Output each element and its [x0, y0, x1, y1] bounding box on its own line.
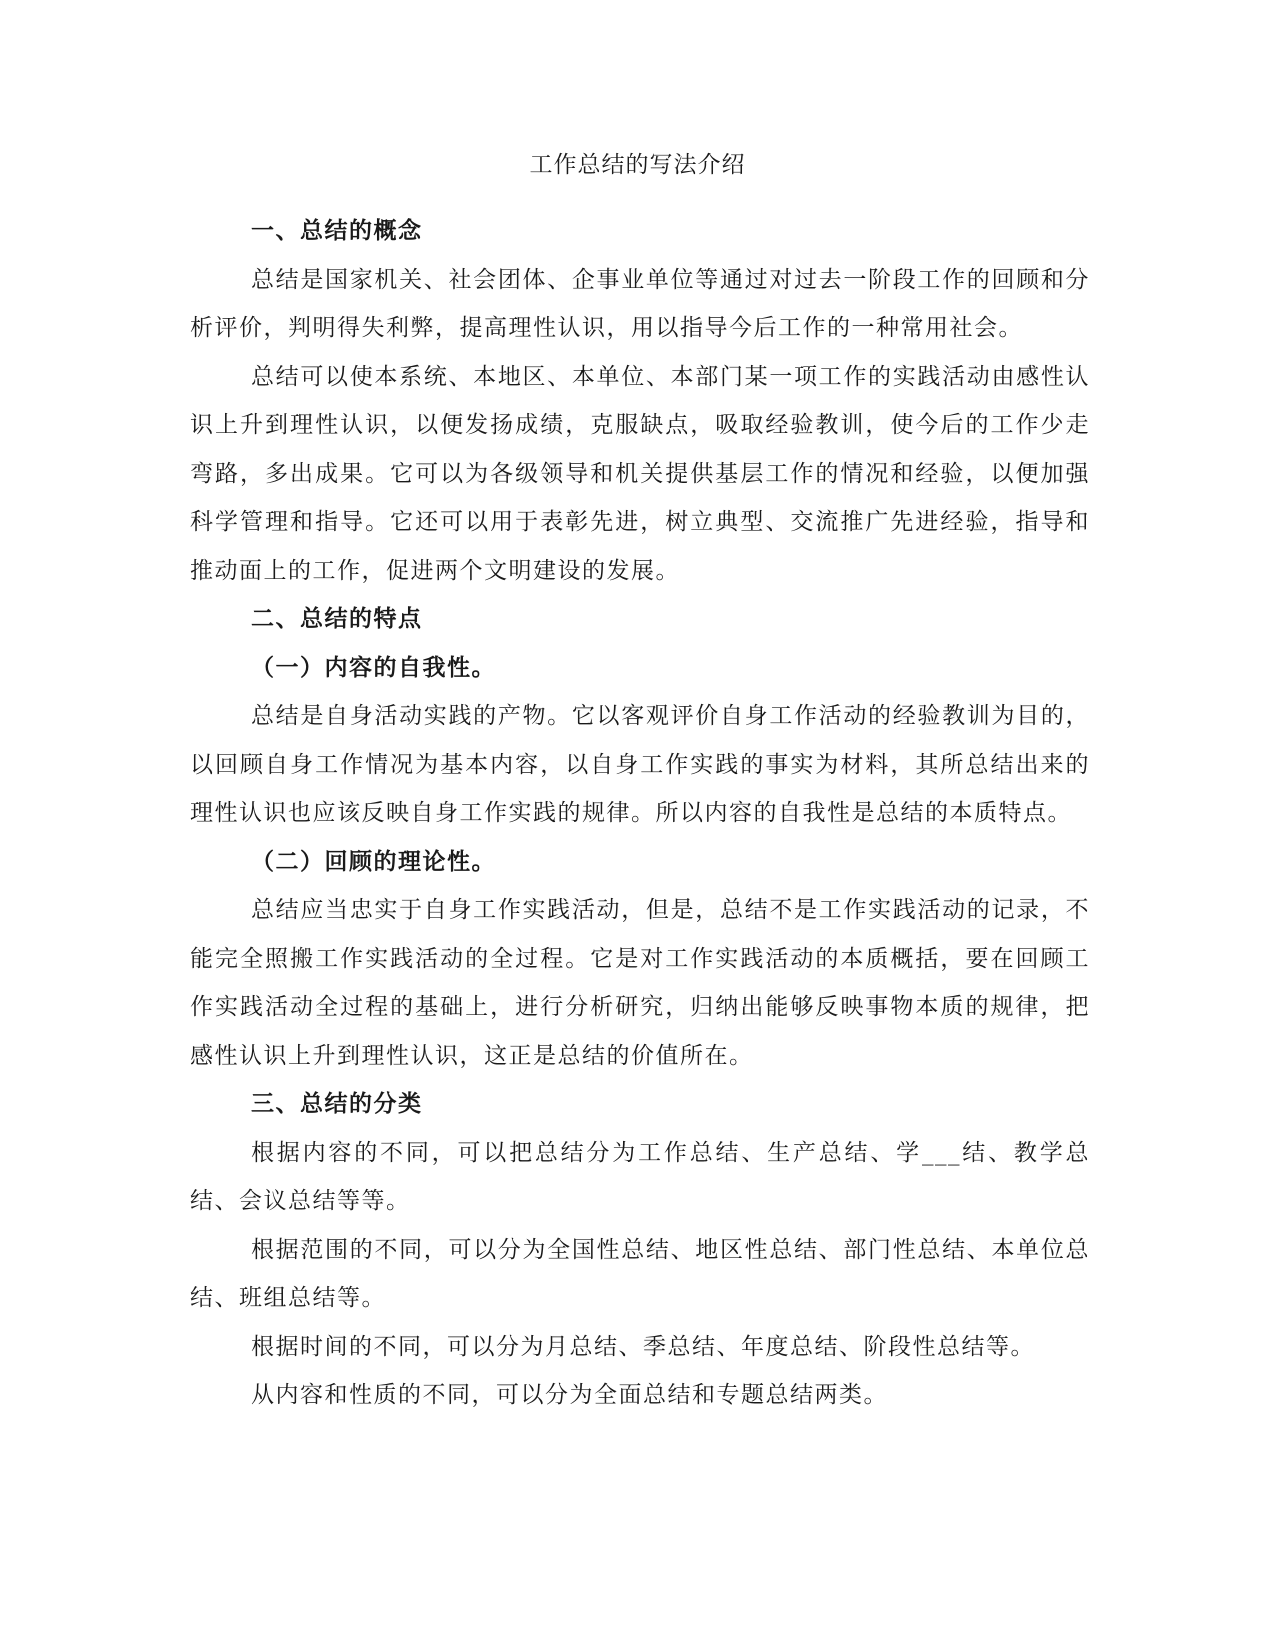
paragraph-purpose: 总结可以使本系统、本地区、本单位、本部门某一项工作的实践活动由感性认识上升到理性认识，以便发扬成绩，克服缺点，吸取经验教训，使今后的工作少走弯路，多出成果。它可以为各级领导和机关提供基层工作的情况和经验，以便加强科学管理和指导。它还可以用于表彰先进，树立典型、交流推广先进经验，指导和推动面上的工作，促进两个文明建设的发展。 [190, 363, 1090, 584]
document-title: 工作总结的写法介绍 [529, 152, 746, 178]
paragraph-by-time: 根据时间的不同，可以分为月总结、季总结、年度总结、阶段性总结等。 [251, 1333, 1035, 1360]
paragraph-definition: 总结是国家机关、社会团体、企事业单位等通过对过去一阶段工作的回顾和分析评价，判明得失利弊，提高理性认识，用以指导今后工作的一种常用社会。 [190, 266, 1090, 341]
subheading-self-content: （一）内容的自我性。 [251, 653, 496, 681]
section-heading-categories: 三、总结的分类 [251, 1090, 423, 1117]
paragraph-review-theory: 总结应当忠实于自身工作实践活动，但是，总结不是工作实践活动的记录，不能完全照搬工作实践活动的全过程。它是对工作实践活动的本质概括，要在回顾工作实践活动全过程的基础上，进行分析研究，归纳出能够反映事物本质的规律，把感性认识上升到理性认识，这正是总结的价值所在。 [190, 897, 1090, 1069]
paragraph-by-nature: 从内容和性质的不同，可以分为全面总结和专题总结两类。 [251, 1382, 888, 1408]
document-body [190, 207, 1090, 1420]
section-heading-concept: 一、总结的概念 [251, 217, 423, 244]
paragraph-self-content: 总结是自身活动实践的产物。它以客观评价自身工作活动的经验教训为目的，以回顾自身工作情况为基本内容，以自身工作实践的事实为材料，其所总结出来的理性认识也应该反映自身工作实践的规律。所以内容的自我性是总结的本质特点。 [190, 703, 1090, 826]
paragraph-by-scope: 根据范围的不同，可以分为全国性总结、地区性总结、部门性总结、本单位总结、班组总结等。 [190, 1236, 1090, 1311]
section-heading-features: 二、总结的特点 [251, 605, 423, 632]
paragraph-by-content: 根据内容的不同，可以把总结分为工作总结、生产总结、学___结、教学总结、会议总结等等。 [190, 1139, 1090, 1214]
subheading-review-theory: （二）回顾的理论性。 [251, 847, 496, 875]
